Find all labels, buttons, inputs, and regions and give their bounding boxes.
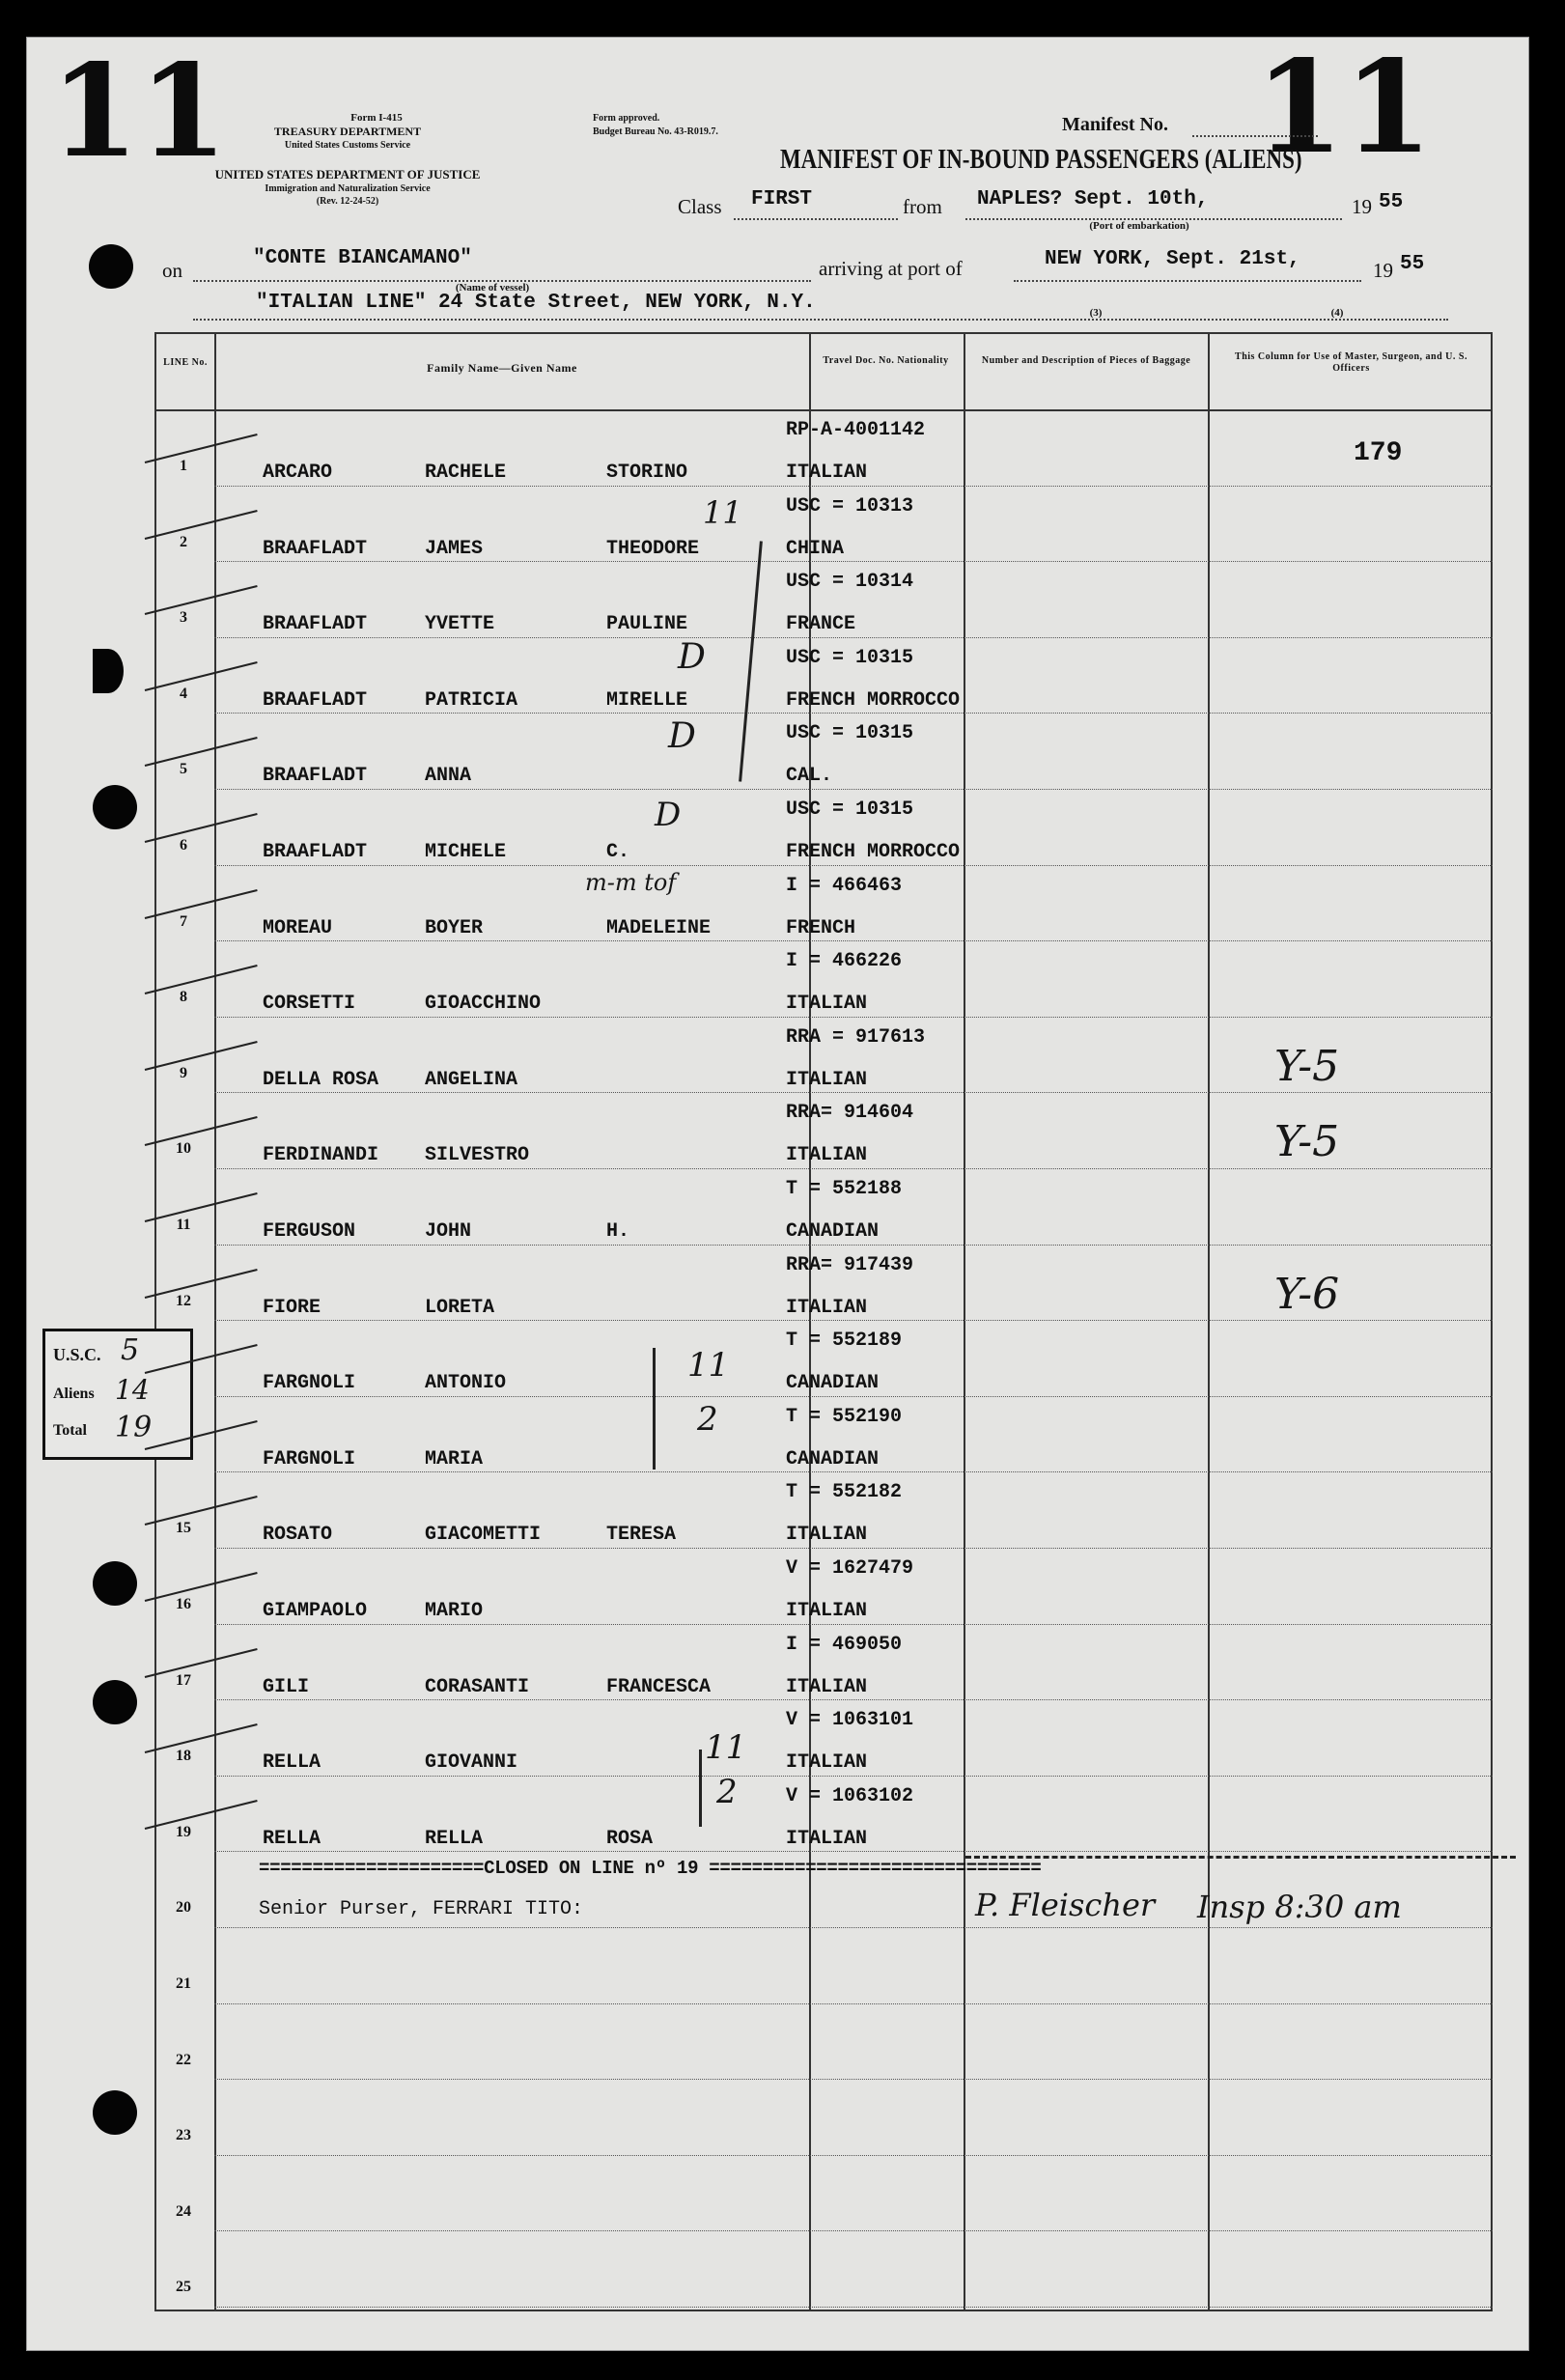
- class-label: Class: [678, 195, 722, 218]
- customs-service: United States Customs Service: [284, 140, 411, 151]
- other-name: C.: [606, 841, 630, 863]
- row-rule: [214, 2079, 1493, 2080]
- inspector-signature: P. Fleischer: [975, 1887, 1156, 1923]
- year-prefix-2: 19: [1373, 259, 1393, 282]
- annotation-row4: D: [678, 637, 706, 677]
- travel-doc-number: T = 552182: [786, 1481, 903, 1504]
- travel-doc-number: USC = 10315: [786, 798, 914, 821]
- closed-line: =====================CLOSED ON LINE nº 19 ===============================: [259, 1858, 1042, 1879]
- line-number: 24: [176, 2202, 191, 2220]
- officer-note: Y-6: [1274, 1269, 1340, 1319]
- row-rule: [214, 865, 1493, 866]
- given-name: ANGELINA: [425, 1068, 518, 1091]
- ins-service: Immigration and Naturalization Service: [265, 183, 431, 194]
- col-baggage: Number and Description of Pieces of Baggage: [981, 355, 1191, 366]
- other-name: MADELEINE: [606, 916, 712, 939]
- punch-hole: [93, 785, 137, 829]
- other-name: THEODORE: [606, 537, 700, 560]
- nationality: ITALIAN: [786, 1144, 868, 1167]
- annotation-row6: D: [655, 796, 682, 834]
- col-line-no: LINE No.: [163, 357, 208, 368]
- travel-doc-number: USC = 10315: [786, 646, 914, 669]
- total-value: 19: [115, 1411, 153, 1444]
- nationality: ITALIAN: [786, 1600, 868, 1622]
- col-divider: [964, 332, 965, 2311]
- treasury-dept: TREASURY DEPARTMENT: [273, 125, 422, 138]
- on-label: on: [162, 259, 182, 282]
- officer-note: 179: [1354, 438, 1403, 468]
- annotation-row13: 11: [687, 1346, 730, 1385]
- embarkation-value: NAPLES? Sept. 10th,: [977, 188, 1209, 210]
- manifest-title: MANIFEST OF IN-BOUND PASSENGERS (ALIENS): [780, 145, 1302, 175]
- line-number: 10: [176, 1140, 191, 1158]
- family-name: FARGNOLI: [263, 1372, 356, 1395]
- inspection-time: Insp 8:30 am: [1197, 1889, 1402, 1925]
- line-number: 11: [176, 1217, 191, 1233]
- total-label: Total: [53, 1422, 87, 1439]
- embarkation-caption: (Port of embarkation): [1089, 220, 1189, 232]
- line-number: 3: [180, 609, 187, 627]
- nationality: FRANCE: [786, 613, 856, 636]
- given-name: RELLA: [425, 1827, 484, 1850]
- aliens-label: Aliens: [53, 1386, 95, 1402]
- col-travel-doc: Travel Doc. No. Nationality: [823, 355, 949, 366]
- given-name: MICHELE: [425, 841, 507, 863]
- nationality: ITALIAN: [786, 1827, 868, 1850]
- family-name: RELLA: [263, 1751, 321, 1775]
- vessel-name: "CONTE BIANCAMANO": [253, 247, 472, 269]
- family-name: BRAAFLADT: [263, 688, 368, 712]
- nationality: ITALIAN: [786, 462, 868, 484]
- year-embark: 55: [1379, 191, 1404, 213]
- line-number: 4: [180, 685, 187, 702]
- travel-doc-number: RRA= 917439: [786, 1253, 914, 1276]
- travel-doc-number: RRA= 914604: [786, 1102, 914, 1125]
- nationality: FRENCH MORROCCO: [786, 688, 961, 712]
- family-name: BRAAFLADT: [263, 537, 368, 560]
- given-name: SILVESTRO: [425, 1144, 530, 1167]
- travel-doc-number: USC = 10313: [786, 494, 914, 518]
- row-rule: [214, 1092, 1493, 1093]
- row-rule: [214, 2230, 1493, 2231]
- arriving-label: arriving at port of: [819, 257, 963, 280]
- given-name: JOHN: [425, 1220, 472, 1243]
- given-name: MARIA: [425, 1447, 484, 1470]
- line-number: 1: [180, 458, 187, 474]
- nationality: ITALIAN: [786, 1296, 868, 1319]
- family-name: ARCARO: [263, 462, 333, 484]
- line-number: 12: [176, 1292, 191, 1309]
- purser-line: Senior Purser, FERRARI TITO:: [259, 1898, 584, 1920]
- line-number: 23: [176, 2127, 191, 2144]
- header-rule: [154, 409, 1493, 411]
- given-name: ANTONIO: [425, 1372, 507, 1395]
- form-id: Form I-415: [350, 112, 403, 124]
- annotation-row2: 11: [703, 494, 742, 531]
- family-name: BRAAFLADT: [263, 765, 368, 788]
- manifest-no-label: Manifest No.: [1062, 114, 1168, 135]
- row-rule: [214, 1699, 1493, 1700]
- row-rule: [214, 2155, 1493, 2156]
- other-name: ROSA: [606, 1827, 654, 1850]
- travel-doc-number: USC = 10315: [786, 722, 914, 745]
- travel-doc-number: I = 469050: [786, 1633, 903, 1656]
- family-name: FERDINANDI: [263, 1144, 379, 1167]
- travel-doc-number: I = 466463: [786, 874, 903, 897]
- vessel-caption: (Name of vessel): [455, 282, 530, 294]
- line-number: 18: [176, 1748, 191, 1765]
- travel-doc-number: T = 552188: [786, 1178, 903, 1200]
- given-name: GIOACCHINO: [425, 993, 542, 1016]
- line-number: 21: [176, 1975, 191, 1992]
- col-divider: [1208, 332, 1210, 2311]
- travel-doc-number: T = 552190: [786, 1405, 903, 1428]
- row-rule: [214, 940, 1493, 941]
- family-name: FERGUSON: [263, 1220, 356, 1243]
- caption-3: (3): [1089, 307, 1103, 319]
- other-name: TERESA: [606, 1524, 677, 1547]
- family-name: GIAMPAOLO: [263, 1600, 368, 1622]
- given-name: LORETA: [425, 1296, 495, 1319]
- family-name: MOREAU: [263, 916, 333, 939]
- row-rule: [214, 1471, 1493, 1472]
- bracket-line: [653, 1348, 656, 1470]
- line-number: 8: [180, 989, 187, 1006]
- row-rule: [214, 1017, 1493, 1018]
- line-number: 7: [180, 912, 187, 930]
- nationality: ITALIAN: [786, 1524, 868, 1547]
- given-name: ANNA: [425, 765, 472, 788]
- signature-rule: [965, 1856, 1516, 1859]
- tally-stamp: [42, 1329, 193, 1460]
- aliens-value: 14: [115, 1374, 150, 1406]
- arrival-dots: [1014, 280, 1361, 282]
- family-name: FARGNOLI: [263, 1447, 356, 1470]
- row-rule: [214, 486, 1493, 487]
- line-number: 6: [180, 837, 187, 854]
- family-name: DELLA ROSA: [263, 1068, 379, 1091]
- nationality: CANADIAN: [786, 1447, 880, 1470]
- row-rule: [214, 2307, 1493, 2308]
- row-rule: [214, 1776, 1493, 1777]
- family-name: BRAAFLADT: [263, 613, 368, 636]
- family-name: CORSETTI: [263, 993, 356, 1016]
- family-name: FIORE: [263, 1296, 321, 1319]
- justice-dept: UNITED STATES DEPARTMENT OF JUSTICE: [214, 167, 481, 182]
- line-number: 20: [176, 1899, 191, 1917]
- annotation-row18: 11: [705, 1728, 747, 1767]
- caption-4: (4): [1330, 307, 1344, 319]
- row-rule: [214, 1624, 1493, 1625]
- col-divider: [214, 332, 216, 2311]
- line-number: 5: [180, 761, 187, 778]
- travel-doc-number: RP-A-4001142: [786, 419, 926, 441]
- row-rule: [214, 1320, 1493, 1321]
- col-officers: This Column for Use of Master, Surgeon, and U. S. Officers: [1235, 351, 1467, 374]
- corner-number-right: 11: [1255, 33, 1433, 182]
- travel-doc-number: V = 1063101: [786, 1709, 914, 1732]
- row-rule: [214, 789, 1493, 790]
- travel-doc-number: RRA = 917613: [786, 1025, 926, 1049]
- nationality: FRENCH: [786, 916, 856, 939]
- annotation-row19: 2: [716, 1773, 738, 1811]
- travel-doc-number: V = 1063102: [786, 1784, 914, 1807]
- officer-note: Y-5: [1274, 1041, 1340, 1091]
- punch-hole: [89, 244, 133, 289]
- from-label: from: [903, 195, 942, 218]
- family-name: RELLA: [263, 1827, 321, 1850]
- row-rule: [214, 1851, 1493, 1852]
- family-name: GILI: [263, 1675, 310, 1698]
- row-rule: [214, 1168, 1493, 1169]
- class-dots: [734, 218, 898, 220]
- nationality: ITALIAN: [786, 1068, 868, 1091]
- punch-hole: [93, 1561, 137, 1606]
- punch-hole: [93, 2090, 137, 2135]
- row-rule: [214, 1548, 1493, 1549]
- nationality: CANADIAN: [786, 1220, 880, 1243]
- nationality: CHINA: [786, 537, 845, 560]
- year-prefix: 19: [1352, 195, 1372, 218]
- row-rule: [214, 2003, 1493, 2004]
- annotation-row7: m-m tof: [585, 869, 677, 896]
- given-name: BOYER: [425, 916, 484, 939]
- given-name: RACHELE: [425, 462, 507, 484]
- officer-note: Y-5: [1274, 1117, 1340, 1167]
- form-approved: Form approved.: [593, 113, 660, 124]
- usc-label: U.S.C.: [53, 1345, 101, 1364]
- row-rule: [214, 637, 1493, 638]
- line-number: 2: [180, 533, 187, 550]
- row-rule: [214, 1245, 1493, 1246]
- given-name: YVETTE: [425, 613, 495, 636]
- nationality: ITALIAN: [786, 993, 868, 1016]
- punch-hole: [93, 1680, 137, 1724]
- year-arrival: 55: [1400, 253, 1425, 275]
- manifest-no-dots: [1192, 135, 1318, 137]
- other-name: H.: [606, 1220, 630, 1243]
- given-name: GIACOMETTI: [425, 1524, 542, 1547]
- row-rule: [214, 561, 1493, 562]
- row-rule: [214, 1396, 1493, 1397]
- line-number: 15: [176, 1520, 191, 1537]
- nationality: CAL.: [786, 765, 833, 788]
- nationality: ITALIAN: [786, 1675, 868, 1698]
- given-name: JAMES: [425, 537, 484, 560]
- travel-doc-number: USC = 10314: [786, 571, 914, 594]
- rev-date: (Rev. 12-24-52): [316, 196, 379, 207]
- family-name: BRAAFLADT: [263, 841, 368, 863]
- arrival-value: NEW YORK, Sept. 21st,: [1045, 248, 1300, 270]
- row-rule: [214, 1927, 1493, 1928]
- annotation-row5: D: [668, 716, 696, 756]
- travel-doc-number: T = 552189: [786, 1330, 903, 1353]
- given-name: CORASANTI: [425, 1675, 530, 1698]
- budget-bureau: Budget Bureau No. 43-R019.7.: [593, 126, 718, 137]
- travel-doc-number: I = 466226: [786, 950, 903, 973]
- other-name: STORINO: [606, 462, 688, 484]
- family-name: ROSATO: [263, 1524, 333, 1547]
- line-number: 19: [176, 1823, 191, 1840]
- given-name: MARIO: [425, 1600, 484, 1622]
- col-name: Family Name—Given Name: [427, 361, 577, 375]
- given-name: GIOVANNI: [425, 1751, 518, 1775]
- other-name: MIRELLE: [606, 688, 688, 712]
- punch-hole: [93, 649, 124, 693]
- other-name: PAULINE: [606, 613, 688, 636]
- line-number: 22: [176, 2051, 191, 2068]
- class-value: FIRST: [751, 188, 813, 210]
- bracket-line: [699, 1750, 702, 1827]
- nationality: FRENCH MORROCCO: [786, 841, 961, 863]
- nationality: ITALIAN: [786, 1751, 868, 1775]
- line-number: 16: [176, 1596, 191, 1612]
- annotation-row14: 2: [697, 1400, 718, 1439]
- corner-number-left: 11: [50, 37, 228, 186]
- nationality: CANADIAN: [786, 1372, 880, 1395]
- given-name: PATRICIA: [425, 688, 518, 712]
- agent-line: "ITALIAN LINE" 24 State Street, NEW YORK, N.Y.: [256, 292, 816, 314]
- row-rule: [214, 713, 1493, 714]
- line-number: 25: [176, 2279, 191, 2296]
- usc-value: 5: [121, 1333, 140, 1367]
- other-name: FRANCESCA: [606, 1675, 712, 1698]
- agent-dots: [193, 319, 1448, 321]
- line-number: 17: [176, 1671, 191, 1689]
- line-number: 9: [180, 1064, 187, 1081]
- travel-doc-number: V = 1627479: [786, 1557, 914, 1580]
